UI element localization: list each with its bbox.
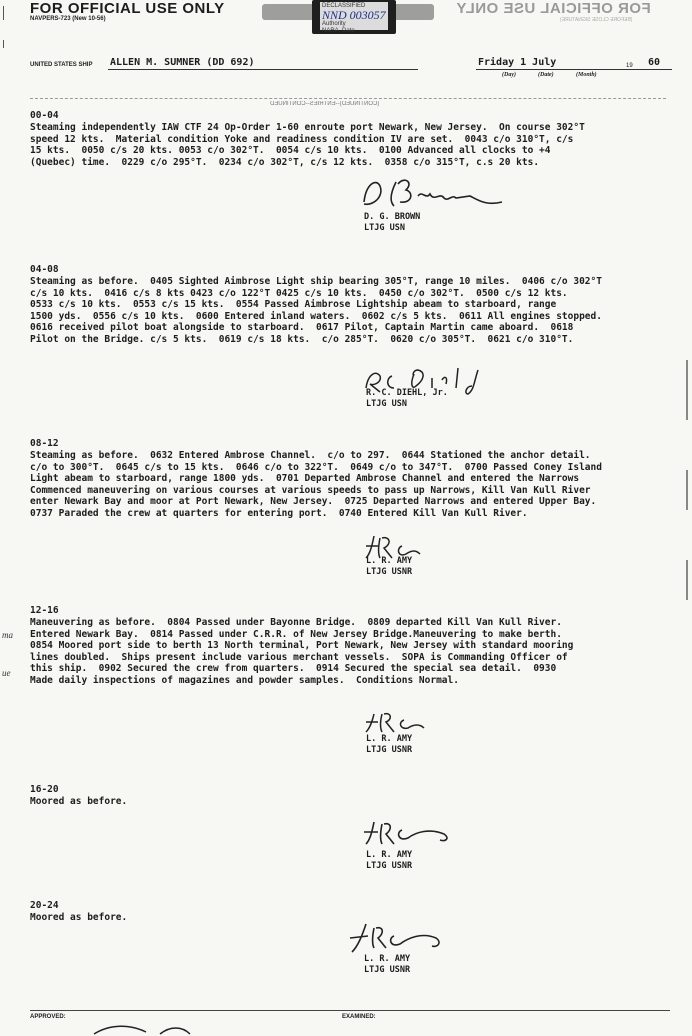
- watch-line: 15 kts. 0050 c/s 20 kts. 0053 c/o 302°T. 0054 c/s 10 kts. 0100 Advanced all clocks to +4: [30, 145, 551, 157]
- officer-signature-block: [364, 918, 410, 976]
- edge-mark: [686, 470, 688, 510]
- watch-line: 1500 yds. 0556 c/s 10 kts. 0600 Entered inland waters. 0602 c/s 5 kts. 0611 All engines stopped.: [30, 310, 602, 322]
- signer-name: D. G. BROWN: [364, 212, 421, 222]
- watch-entry: [30, 438, 670, 520]
- signer-rank: LTJG USNR: [364, 965, 411, 975]
- ship-label: UNITED STATES SHIP: [30, 62, 93, 68]
- day-caption: (Day): [502, 72, 516, 78]
- signer-name: L. R. AMY: [364, 954, 411, 964]
- stamp-content: [320, 2, 388, 34]
- watch-line: this ship. 0902 Secured the crew from quarters. 0914 Secured the special sea detail. 0930: [30, 663, 557, 675]
- watch-line: Moored as before.: [30, 912, 128, 923]
- watch-line: 0854 Moored port side to berth 13 North terminal, Port Newark, New Jersey with standard mooring: [30, 640, 574, 652]
- watch-line: Pilot on the Bridge. c/s 5 kts. 0619 c/s 18 kts. c/o 285°T. 0620 c/o 305°T. 0621 c/o 310°T.: [30, 333, 574, 345]
- handwritten-signature: [90, 1022, 230, 1036]
- watch-line: c/o to 300°T. 0645 c/s to 15 kts. 0646 c/o to 322°T. 0649 c/o to 347°T. 0700 Passed Coney Island: [30, 461, 602, 473]
- approved-label: APPROVED:: [30, 1014, 66, 1020]
- margin-mark: [3, 6, 4, 20]
- watch-line: 0737 Paraded the crew at quarters for entering port. 0740 Entered Kill Van Kull River.: [30, 507, 528, 519]
- handwritten-signature: [362, 532, 442, 564]
- stamp-number: NND 003057: [322, 8, 386, 22]
- watch-entry: [30, 605, 670, 687]
- watch-line: Entered Newark Bay. 0814 Passed under C.R.R. of New Jersey Bridge.Maneuvering to make berth.: [30, 628, 562, 640]
- margin-annotation: ue: [2, 668, 11, 678]
- stamp-line: NARA, Date: [322, 28, 355, 34]
- watch-line: Steaming as before. 0632 Entered Ambrose Channel. c/o to 297. 0644 Stationed the anchor detail.: [30, 450, 591, 461]
- handwritten-signature: [362, 710, 442, 736]
- watch-line: lines doubled. Ships present include various merchant vessels. SOPA is Commanding Officer of: [30, 651, 568, 663]
- watch-time: 04-08: [30, 264, 59, 275]
- watch-line: Made daily inspections of magazines and powder samples. Conditions Normal.: [30, 674, 459, 686]
- watch-entry: [30, 264, 670, 346]
- ship-name: ALLEN M. SUMNER (DD 692): [110, 57, 255, 68]
- handwritten-signature: [348, 918, 448, 958]
- watch-line: 0616 received pilot boat alongside to starboard. 0617 Pilot, Captain Martin came aboard. 0618: [30, 322, 574, 334]
- signer-rank: LTJG USNR: [366, 745, 413, 755]
- watch-line: Moored as before.: [30, 796, 128, 807]
- log-year: 60: [648, 57, 661, 68]
- signer-name: L. R. AMY: [366, 850, 413, 860]
- watch-line: Steaming independently IAW CTF 24 Op-Order 1-60 enroute port Newark, New Jersey. On course 302°T: [30, 122, 585, 133]
- watch-line: Commenced maneuvering on various courses at various speeds to pass up Narrows, Kill Van Kull River: [30, 484, 591, 496]
- signer-rank: LTJG USNR: [366, 861, 413, 871]
- margin-mark: [3, 40, 4, 48]
- officer-signature-block: [366, 712, 412, 756]
- entries-rule: [30, 98, 666, 99]
- handwritten-signature: [360, 816, 460, 850]
- footer-rule: [30, 1010, 670, 1011]
- mirrored-bleed-through-subtitle: (BEFORE CLOSE SIGNATURE): [560, 17, 633, 23]
- handwritten-signature: [362, 364, 522, 396]
- signer-rank: LTJG USN: [366, 399, 407, 409]
- declassification-stamp: [262, 0, 432, 36]
- signer-rank: LTJG USNR: [366, 567, 413, 577]
- ship-underline: [108, 69, 418, 70]
- ship-date-line: [30, 56, 670, 78]
- mirrored-bleed-through-title: FOR OFFICIAL USE ONLY: [456, 0, 651, 17]
- officer-signature-block: [366, 818, 412, 872]
- handwritten-signature: [356, 172, 516, 214]
- watch-time: 08-12: [30, 438, 59, 449]
- classification-header: FOR OFFICIAL USE ONLY: [30, 0, 225, 17]
- watch-entry: [30, 110, 670, 168]
- watch-time: 20-24: [30, 900, 59, 911]
- watch-time: 16-20: [30, 784, 59, 795]
- signer-rank: LTJG USN: [364, 223, 405, 233]
- date-underline: [476, 69, 672, 70]
- watch-line: Light abeam to starboard, range 1800 yds. 0701 Departed Ambrose Channel and entered the Narrows: [30, 473, 580, 485]
- edge-mark: [686, 560, 688, 600]
- officer-signature-block: [366, 534, 412, 578]
- watch-line: c/s 10 kts. 0416 c/s 8 kts 0423 c/o 122°T 0425 c/s 10 kts. 0450 c/o 302°T. 0500 c/s 12 kts.: [30, 287, 568, 299]
- watch-line: Maneuvering as before. 0804 Passed under Bayonne Bridge. 0809 departed Kill Van Kull River.: [30, 617, 562, 628]
- edge-mark: [686, 360, 688, 420]
- signer-name: L. R. AMY: [366, 734, 413, 744]
- watch-time: 12-16: [30, 605, 59, 616]
- form-number: NAVPERS-723 (New 10-56): [30, 16, 106, 22]
- watch-line: enter Newark Bay and moor at Port Newark, New Jersey. 0725 Departed Narrows and entered Upper Bay.: [30, 496, 597, 508]
- officer-signature-block: [366, 362, 448, 410]
- watch-entry: [30, 784, 670, 808]
- officer-signature-block: [364, 174, 420, 234]
- month-caption: (Month): [576, 72, 597, 78]
- stamp-line: Authority: [322, 21, 346, 27]
- signer-name: R. C. DIEHL, Jr.: [366, 388, 448, 398]
- date-caption: (Date): [538, 72, 554, 78]
- examined-label: EXAMINED:: [342, 1014, 376, 1020]
- stamp-line: DECLASSIFIED: [322, 3, 366, 9]
- watch-line: speed 12 kts. Material condition Yoke and readiness condition IV are set. 0043 c/o 310°T, c/s: [30, 133, 574, 145]
- bleed-through-text: (CONTINUED)--ENTRIES--CONTINUED: [270, 101, 380, 107]
- signer-name: L. R. AMY: [366, 556, 413, 566]
- watch-line: Steaming as before. 0405 Sighted Aimbrose Light ship bearing 305°T, range 10 miles. 0406 c/o 302°T: [30, 276, 602, 287]
- margin-annotation: ma: [2, 630, 13, 640]
- watch-time: 00-04: [30, 110, 59, 121]
- watch-line: 0533 c/s 10 kts. 0553 c/s 15 kts. 0554 Passed Aimbrose Lightship abeam to starboard, range: [30, 299, 557, 311]
- log-date: Friday 1 July: [478, 57, 557, 68]
- year-prefix: 19: [626, 63, 633, 69]
- watch-line: (Quebec) time. 0229 c/o 295°T. 0234 c/o 302°T, c/s 12 kts. 0358 c/o 315°T, c.s 20 kts.: [30, 156, 540, 168]
